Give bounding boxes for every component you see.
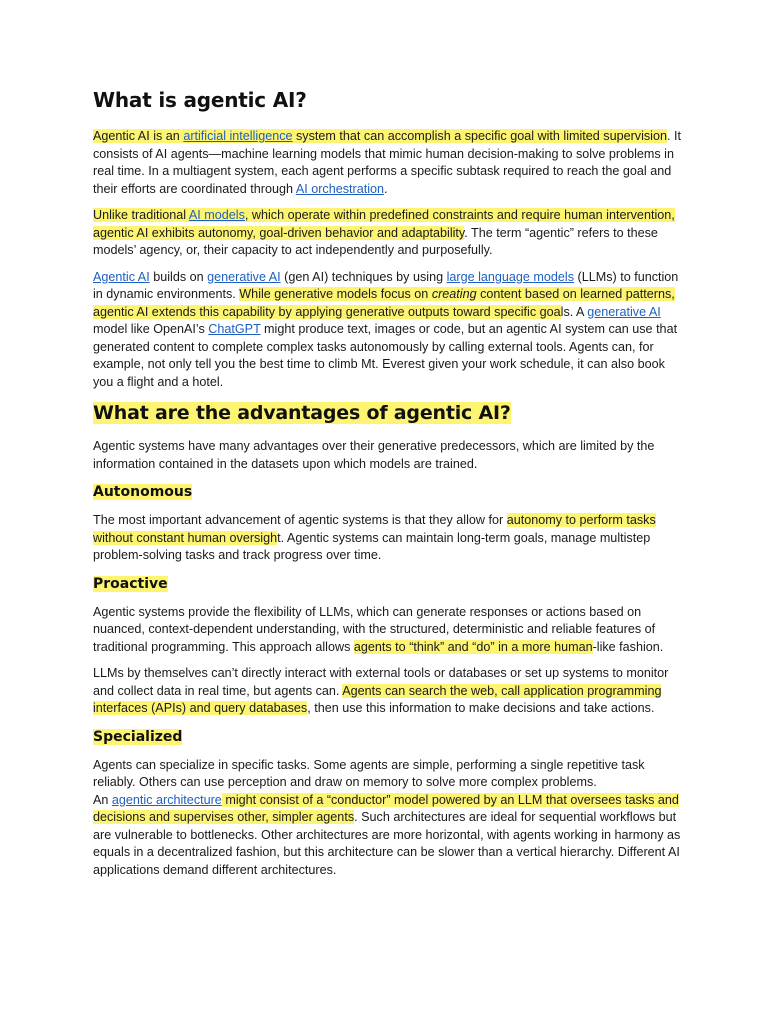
highlight: might consist of a “conductor” model powered by an LLM that oversees tasks and decisions and supervises other, simpler agents	[93, 792, 679, 824]
text-run: ls. A	[560, 304, 588, 319]
text-run: model like OpenAI’s	[93, 322, 209, 336]
subheading-specialized	[93, 727, 683, 747]
highlight: autonomy to perform tasks without constant human oversigh	[93, 513, 656, 545]
highlight: Specialized	[93, 728, 183, 745]
highlight: What are the advantages of agentic AI?	[93, 402, 511, 424]
text-run: (LLMs) to function in dynamic environments.	[93, 269, 679, 301]
paragraph-generative-ai	[93, 269, 683, 392]
text-run: An	[93, 792, 112, 807]
text-run: Unlike traditional	[93, 208, 189, 222]
text-run: content based on learned patterns, agentic AI extends this capability by applying generative outputs toward specific goa	[93, 287, 675, 319]
link-generative-ai-2[interactable]: generative AI	[587, 304, 661, 319]
text-run: , then use this information to make decisions and take actions.	[307, 701, 655, 715]
link-artificial-intelligence[interactable]: artificial intelligence	[183, 129, 293, 143]
section-heading-advantages	[93, 400, 683, 426]
subheading-proactive	[93, 574, 683, 594]
link-agentic-architecture[interactable]: agentic architecture	[111, 792, 222, 807]
link-large-language-models[interactable]: large language models	[446, 269, 575, 284]
paragraph-autonomous	[93, 512, 683, 565]
text-run: . It consists of AI agents—machine learning models that mimic human decision-making to solve problems in real time. In a multiagent system, each agent performs a specific subtask required to reach the goal and their efforts are coordinated through	[93, 129, 681, 196]
subheading-autonomous	[93, 482, 683, 502]
text-run: builds on	[149, 269, 208, 284]
paragraph-advantages-intro: Agentic systems have many advantages over their generative predecessors, which are limited by the information contained in the datasets upon which models are trained.	[93, 439, 655, 471]
highlight: Agents can search the web, call application programming interfaces (APIs) and query databases	[93, 683, 662, 715]
paragraph-definition	[93, 128, 683, 198]
link-ai-orchestration[interactable]: AI orchestration	[295, 181, 385, 196]
text-run: . Such architectures are ideal for sequential workflows but are vulnerable to bottlenecks. Other architectures are more horizontal, with agents working in harmony as equals in a decentralized fashion, but this architecture can be slower than a vertical hierarchy. Different AI applications demand different architectures.	[93, 810, 681, 877]
text-run: -like fashion.	[592, 639, 664, 654]
link-ai-models[interactable]: AI models	[188, 208, 245, 222]
highlight: agents to “think” and “do” in a more human	[353, 639, 593, 654]
paragraph-proactive-2	[93, 665, 683, 718]
text-run: While generative models focus on	[239, 287, 432, 301]
text-run: might produce text, images or code, but an agentic AI system can use that generated content to complete complex tasks autonomously by calling external tools. Agents can, for example, not only tell you the best time to climb Mt. Everest given your work schedule, it can also book you a flight and a hotel.	[93, 322, 678, 389]
document-page	[93, 86, 683, 888]
text-run: (gen AI) techniques by using	[280, 269, 447, 284]
highlight	[93, 129, 667, 143]
text-run: t. Agentic systems can maintain long-term goals, manage multistep problem-solving tasks and track progress over time.	[93, 530, 651, 562]
text-run: , which operate within predefined constraints and require human intervention, agentic AI exhibits autonomy, goal-driven behavior and adaptability	[93, 208, 675, 240]
text-run: Agentic AI is an	[93, 129, 184, 143]
link-generative-ai[interactable]: generative AI	[207, 269, 281, 284]
text-run: .	[384, 181, 388, 196]
text-run: Agents can specialize in specific tasks. Some agents are simple, performing a single repetitive task reliably. Others can use perception and draw on memory to solve more complex problems.	[93, 757, 645, 789]
highlight: Autonomous	[93, 484, 193, 500]
paragraph-traditional-models	[93, 207, 683, 260]
highlight: Proactive	[93, 575, 168, 592]
link-chatgpt[interactable]: ChatGPT	[208, 322, 261, 336]
text-run: LLMs by themselves can’t directly interact with external tools or databases or set up systems to monitor and collect data in real time, but agents can.	[93, 666, 669, 698]
emphasis-text: creating	[431, 287, 477, 301]
paragraph-specialized	[93, 757, 683, 880]
text-run: system that can accomplish a specific goal with limited supervision	[292, 129, 667, 143]
text-run: . The term “agentic” refers to these models’ agency, or, their capacity to act independently and purposefully.	[93, 225, 658, 257]
paragraph-proactive-1	[93, 604, 683, 657]
link-agentic-ai[interactable]: Agentic AI	[93, 269, 150, 284]
text-run: The most important advancement of agentic systems is that they allow for	[93, 513, 507, 527]
text-run: Agentic systems provide the flexibility of LLMs, which can generate responses or actions based on nuanced, context-dependent understanding, with the structured, deterministic and reliable features of traditional programming. This approach allows	[93, 604, 656, 654]
page-title: What is agentic AI?	[93, 88, 307, 112]
